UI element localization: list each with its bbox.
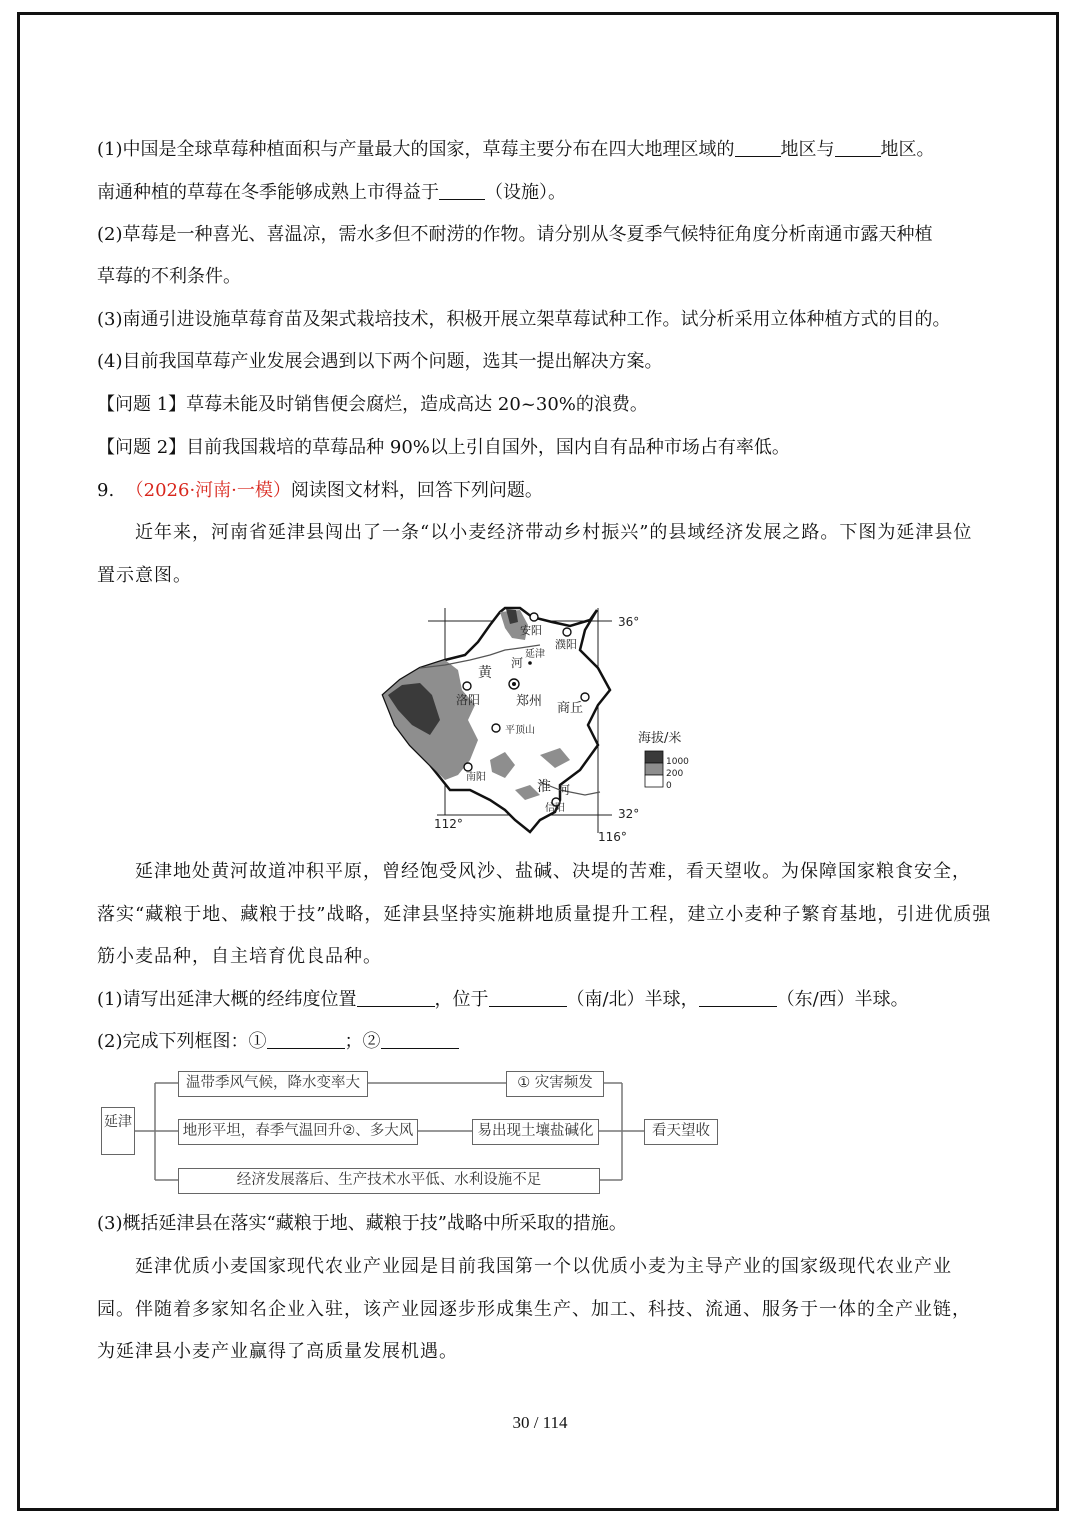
elevation-legend bbox=[638, 730, 689, 791]
label-yellow-river-2: 河 bbox=[511, 656, 524, 670]
label-pingdingshan: 平顶山 bbox=[505, 725, 535, 736]
label-shangqiu: 商丘 bbox=[557, 701, 584, 716]
answer-blank[interactable] bbox=[381, 1030, 459, 1049]
label-huai-river-2: 河 bbox=[558, 783, 571, 797]
label-nanyang: 南阳 bbox=[466, 772, 486, 783]
paragraph-2: 延津地处黄河故道冲积平原，曾经饱受风沙、盐碱、决堤的苦难，看天望收。为保障国家粮食安全， bbox=[135, 861, 971, 882]
page-number: 30 / 114 bbox=[512, 1413, 568, 1432]
question-2: (2)草莓是一种喜光、喜温凉，需水多但不耐涝的作物。请分别从冬夏季气候特征角度分析南通市露天种植 bbox=[97, 224, 933, 245]
flowchart-result: 看天望收 bbox=[644, 1119, 718, 1145]
paragraph-1-cont: 置示意图。 bbox=[97, 565, 192, 586]
label-anyang: 安阳 bbox=[520, 624, 542, 637]
answer-blank[interactable] bbox=[735, 138, 781, 157]
question-9-header: 9. （2026·河南·一模）阅读图文材料，回答下列问题。 bbox=[97, 480, 543, 501]
issue-1: 【问题 1】草莓未能及时销售便会腐烂，造成高达 20~30%的浪费。 bbox=[97, 394, 648, 415]
label-zhengzhou: 郑州 bbox=[516, 694, 543, 709]
label-luoyang: 洛阳 bbox=[456, 693, 481, 707]
answer-blank[interactable] bbox=[267, 1030, 345, 1049]
label-huai-river-1: 淮 bbox=[537, 779, 551, 795]
paragraph-3: 延津优质小麦国家现代农业产业园是目前我国第一个以优质小麦为主导产业的国家级现代农业产业 bbox=[135, 1256, 952, 1277]
question-4: (4)目前我国草莓产业发展会遇到以下两个问题，选其一提出解决方案。 bbox=[97, 351, 663, 372]
label-puyang: 濮阳 bbox=[555, 638, 577, 651]
issue-2: 【问题 2】目前我国栽培的草莓品种 90%以上引自国外，国内自有品种市场占有率低。 bbox=[97, 437, 790, 458]
sub-question-1: (1)请写出延津大概的经纬度位置 ，位于 （南/北）半球， （东/西）半球。 bbox=[97, 989, 909, 1010]
paragraph-2-cont2: 筋小麦品种，自主培育优良品种。 bbox=[97, 946, 382, 967]
question-3: (3)南通引进设施草莓育苗及架式栽培技术，积极开展立架草莓试种工作。试分析采用立体种植方式的目的。 bbox=[97, 309, 951, 330]
paragraph-1: 近年来，河南省延津县闯出了一条“以小麦经济带动乡村振兴”的县域经济发展之路。下图为延津县位 bbox=[135, 522, 973, 543]
answer-blank[interactable] bbox=[439, 181, 485, 200]
sub-question-2: (2)完成下列框图：① ；② bbox=[97, 1030, 459, 1054]
legend-1000: 1000 bbox=[666, 757, 689, 767]
flowchart-disaster: ① 灾害频发 bbox=[506, 1071, 604, 1097]
label-yanjin: 延津 bbox=[525, 649, 545, 660]
answer-blank[interactable] bbox=[357, 988, 435, 1007]
label-lon-112: 112° bbox=[434, 817, 463, 831]
label-lat-36: 36° bbox=[618, 615, 640, 629]
answer-blank[interactable] bbox=[835, 138, 881, 157]
flowchart-economy: 经济发展落后、生产技术水平低、水利设施不足 bbox=[178, 1168, 600, 1194]
answer-blank[interactable] bbox=[489, 988, 567, 1007]
legend-0: 0 bbox=[666, 781, 672, 791]
flowchart-climate: 温带季风气候，降水变率大 bbox=[178, 1071, 368, 1097]
answer-blank[interactable] bbox=[699, 988, 777, 1007]
paragraph-3-cont: 园。伴随着多家知名企业入驻，该产业园逐步形成集生产、加工、科技、流通、服务于一体的全产业链， bbox=[97, 1299, 971, 1320]
label-yellow-river-1: 黄 bbox=[478, 665, 492, 681]
question-1: (1)中国是全球草莓种植面积与产量最大的国家，草莓主要分布在四大地理区域的 地区与 地区。 bbox=[97, 139, 935, 160]
question-1-cont: 南通种植的草莓在冬季能够成熟上市得益于 （设施）。 bbox=[97, 182, 566, 203]
question-source: （2026·河南·一模） bbox=[125, 480, 291, 501]
legend-200: 200 bbox=[666, 769, 684, 779]
flowchart-yanjin: 延津 bbox=[101, 1107, 135, 1155]
yanjin-location-map bbox=[380, 602, 710, 847]
sub-question-3: (3)概括延津县在落实“藏粮于地、藏粮于技”战略中所采取的措施。 bbox=[97, 1213, 627, 1234]
paragraph-2-cont: 落实“藏粮于地、藏粮于技”战略，延津县坚持实施耕地质量提升工程，建立小麦种子繁育基地，引进优质强 bbox=[97, 904, 992, 925]
legend-title: 海拔/米 bbox=[638, 731, 682, 746]
flowchart-terrain: 地形平坦，春季气温回升②、多大风 bbox=[178, 1119, 418, 1145]
label-xinyang: 信阳 bbox=[545, 803, 565, 814]
question-2-cont: 草莓的不利条件。 bbox=[97, 266, 241, 287]
label-lon-116: 116° bbox=[598, 830, 627, 844]
paragraph-3-cont2: 为延津县小麦产业赢得了高质量发展机遇。 bbox=[97, 1341, 458, 1362]
label-lat-32: 32° bbox=[618, 807, 640, 821]
flowchart-salinization: 易出现土壤盐碱化 bbox=[472, 1119, 599, 1145]
